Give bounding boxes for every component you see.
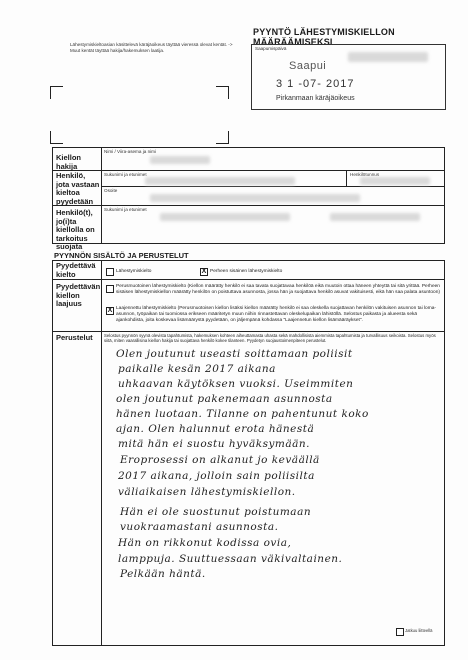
- redacted-suojattava-name[interactable]: [160, 213, 290, 221]
- stamp-date: 3 1 -07- 2017: [276, 78, 355, 90]
- laajuus-label: Pyydettävän kiellon laajuus: [56, 282, 101, 308]
- handwriting-line: ajan. Olen halunnut erota hänestä: [116, 423, 315, 435]
- rule: [101, 186, 445, 187]
- handwriting-line: olen joutunut pakenemaan asunnosta: [116, 393, 333, 405]
- handwriting-line: Pelkään häntä.: [120, 568, 206, 580]
- handwriting-line: mitä hän ei suostu hyväksymään.: [118, 438, 310, 450]
- address-window-corner: [216, 86, 229, 99]
- kielto-label: Pyydettävä kielto: [56, 261, 96, 279]
- redacted-henkilo-name[interactable]: [145, 177, 295, 185]
- redacted-henkilo-address[interactable]: [150, 194, 360, 202]
- continues-checkbox[interactable]: [396, 628, 404, 636]
- handwriting-line: Eroprosessi on alkanut jo keväällä: [120, 454, 320, 466]
- rule: [52, 260, 445, 261]
- redacted-suojattava-id[interactable]: [330, 213, 420, 221]
- suojattava-name-label: Sukunimi ja etunimet: [104, 207, 147, 212]
- redacted-henkilo-id[interactable]: [360, 177, 430, 185]
- handwriting-line: hänen luotaan. Tilanne on pahentunut koko: [116, 408, 369, 420]
- rule: [52, 645, 445, 646]
- lahestymiskielto-checkbox[interactable]: [106, 268, 114, 276]
- stamp-label: Saapumispäivä: [255, 46, 287, 51]
- handwriting-line: Hän ei ole suostunut poistumaan: [120, 506, 312, 518]
- henkilo-id-label: Henkilötunnus: [350, 172, 380, 177]
- rule: [444, 147, 445, 243]
- perheen-sisainen-option: Perheen sisäinen lähestymiskielto: [210, 269, 283, 274]
- henkilo-label: Henkilö, jota vastaan kieltoa pyydetään: [56, 171, 100, 206]
- rule: [101, 147, 102, 243]
- handwriting-line: Hän on rikkonut kodissa ovia,: [118, 537, 292, 549]
- form-title: PYYNTÖ LÄHESTYMISKIELLON MÄÄRÄÄMISEKSI: [253, 27, 395, 47]
- handwriting-line: paikalle kesän 2017 aikana: [118, 363, 276, 375]
- handwriting-line: vuokraamastani asunnosta.: [120, 521, 279, 533]
- rule: [444, 260, 445, 645]
- rule: [52, 279, 445, 280]
- rule: [52, 243, 445, 244]
- intro-text: Lähestymiskieltoasian käsittelevä käräjäoikeus täyttää vieressä olevat kentät. -> Muut kentät täyttää hakija/hakemuksen laatija.: [70, 42, 233, 53]
- stamp-saapui: Saapui: [289, 60, 327, 72]
- rule: [52, 170, 445, 171]
- redacted-hakija[interactable]: [150, 156, 210, 164]
- redacted-diary-number: [348, 52, 428, 62]
- address-window-corner: [50, 86, 63, 99]
- henkilo-address-label: Osoite: [104, 188, 118, 193]
- rule: [52, 147, 445, 148]
- perheen-sisainen-checkbox[interactable]: X: [201, 268, 207, 275]
- handwriting-line: väliaikaisen lähestymiskiellon.: [118, 486, 296, 498]
- perustelut-label: Perustelut: [56, 333, 93, 342]
- hakija-field-label: Nimi / Viira-asema ja nimi: [104, 149, 156, 154]
- lahestymiskielto-option: Lähestymiskielto: [116, 269, 152, 274]
- handwriting-line: lamppuja. Suuttuessaan väkivaltainen.: [118, 553, 343, 565]
- rule: [52, 205, 445, 206]
- laajennettu-checkbox[interactable]: X: [107, 307, 113, 314]
- handwriting-line: 2017 aikana, jolloin sain poliisilta: [118, 470, 315, 482]
- perusmuotoinen-checkbox[interactable]: [106, 285, 114, 293]
- handwritten-statement[interactable]: [116, 348, 441, 588]
- henkilo-name-label: Sukunimi ja etunimet: [104, 172, 147, 177]
- hakija-label: Kiellon hakija: [56, 153, 82, 171]
- address-window-corner: [216, 131, 229, 144]
- continues-label: Jatkuu liitteellä: [405, 628, 433, 633]
- suojattava-label: Henkilö(t), jo(i)ta kiellolla on tarkoitus suojata: [56, 208, 95, 251]
- rule: [52, 147, 53, 243]
- address-window-corner: [50, 131, 63, 144]
- section-heading: PYYNNÖN SISÄLTÖ JA PERUSTELUT: [54, 251, 189, 260]
- handwriting-line: uhkaavan käytöksen vuoksi. Useimmiten: [118, 378, 354, 390]
- laajennettu-option: Laajennettu lähestymiskielto (Perusmuotoisen kiellon lisäksi kiellon määrätty henkilö ei saa oleskella suojattavan henkilön vakituisen asunnon tai loma-asunnon, työpaikan tai tuomiossa erikseen määritetyn muun niihin rinnastettavan oleskelupaikan lähistöllä. Selostus paikasta ja alueesta sekä ajankohdista, joita koskevaa lisämäärystä pyydetään, on jäljempänä kohdassa "Laajennetun kiellon lisämääräykset".: [116, 306, 436, 323]
- rule: [52, 260, 53, 645]
- perustelut-instructions: Selostus pyynnön syynä olevista tapahtumista, hakemuksen kohteen aiheuttamasta uhasta sekä mahdollisista aiemmista tapahtumista ja turvallisuus seikoista. Selostus myös siitä, miten vaarallisina kiellon hakija tai suojattava henkilö kokee tilanteen. Pyydetyn suojaustoimenpiteen perustelut.: [104, 333, 436, 344]
- rule: [101, 260, 102, 645]
- rule: [52, 331, 445, 332]
- rule: [346, 170, 347, 186]
- handwriting-line: Olen joutunut useasti soittamaan poliisit: [116, 348, 353, 360]
- perusmuotoinen-option: Perusmuotoinen lähestymiskielto (Kiellon määrätty henkilö ei saa tavata suojattavaa henkilöä eikä muutoin ottaa häneen yhteyttä tai sitä yrittää. Perheen sisäisen lähestymiskiellon määrätty henkilön on poistuttava asunnosta, jossa hän ja suojattava henkilö asuvat vakituisesti, eikä hän saa palata asuntoon): [116, 284, 440, 295]
- stamp-court: Pirkanmaan käräjäoikeus: [276, 95, 355, 102]
